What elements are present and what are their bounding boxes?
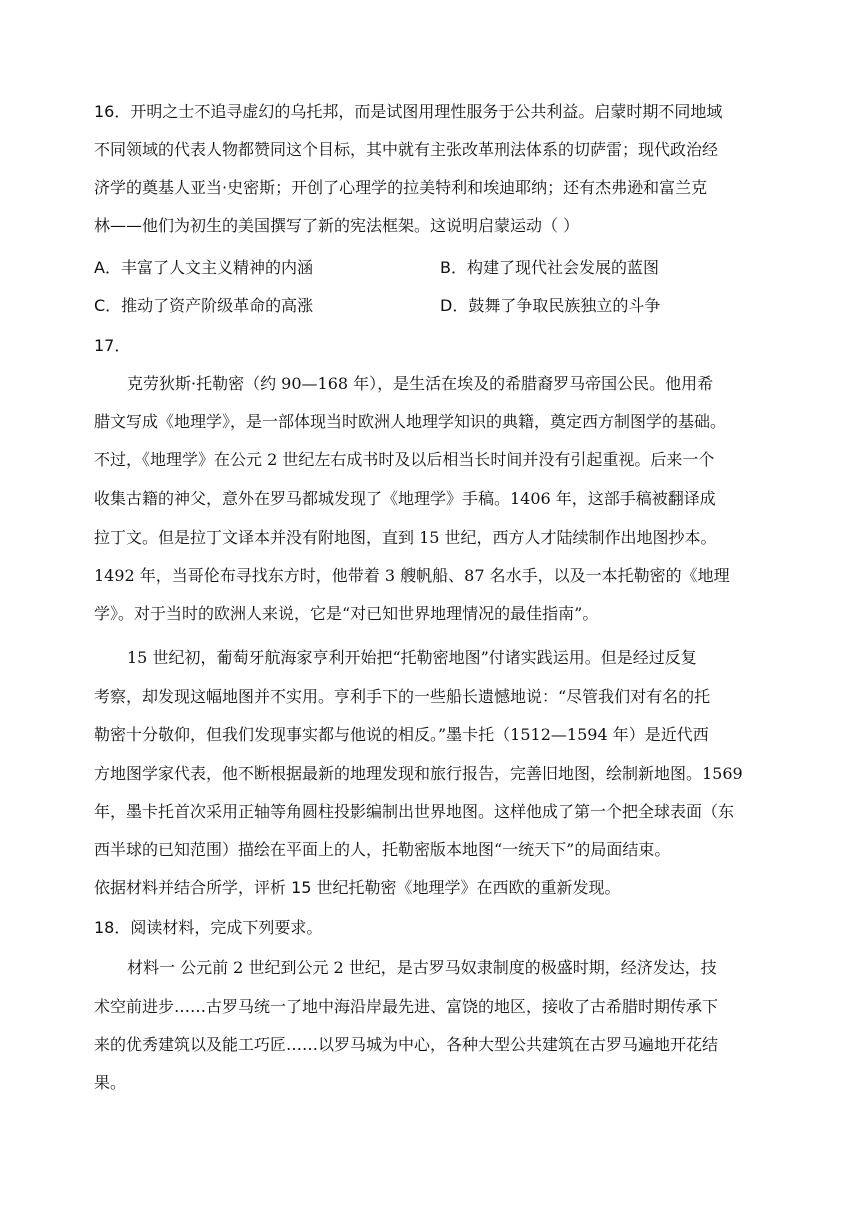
q16-stem-line: 林——他们为初生的美国撰写了新的宪法框架。这说明启蒙运动（ ） [94,216,580,235]
q17-material-line: 方地图学家代表，他不断根据最新的地理发现和旅行报告，完善旧地图，绘制新地图。1569 [94,764,743,783]
q17-material-line: 学》。对于当时的欧洲人来说，它是“对已知世界地理情况的最佳指南”。 [94,604,599,623]
q17-material-line: 西半球的已知范围）描绘在平面上的人，托勒密版本地图“一统天下”的局面结束。 [94,840,671,859]
q18-heading: 18．阅读材料，完成下列要求。 [94,918,323,937]
q16-option-d: D．鼓舞了争取民族独立的斗争 [440,296,661,315]
q18-material-line: 来的优秀建筑以及能工巧匠……以罗马城为中心，各种大型公共建筑在古罗马遍地开花结 [94,1035,719,1054]
q17-material-line: 考察，却发现这幅地图并不实用。亨利手下的一些船长遗憾地说：“尽管我们对有名的托 [94,687,711,706]
q17-material-line: 年，墨卡托首次采用正轴等角圆柱投影编制出世界地图。这样他成了第一个把全球表面（东 [94,802,735,821]
q17-material-line: 克劳狄斯·托勒密（约 90—168 年），是生活在埃及的希腊裔罗马帝国公民。他用希 [127,374,714,393]
q17-material-line: 拉丁文。但是拉丁文译本并没有附地图，直到 15 世纪，西方人才陆续制作出地图抄本。 [94,528,717,547]
q16-stem-line: 16．开明之士不追寻虚幻的乌托邦，而是试图用理性服务于公共利益。启蒙时期不同地域 [94,102,723,121]
q17-material-line: 收集古籍的神父，意外在罗马都城发现了《地理学》手稿。1406 年，这部手稿被翻译成 [94,489,716,508]
q18-material-line: 果。 [94,1073,127,1092]
q17-question: 依据材料并结合所学，评析 15 世纪托勒密《地理学》在西欧的重新发现。 [94,878,621,897]
q16-stem-line: 不同领域的代表人物都赞同这个目标，其中就有主张改革刑法体系的切萨雷；现代政治经 [94,140,719,159]
q16-option-c: C．推动了资产阶级革命的高涨 [94,296,314,315]
q18-material-line: 材料一 公元前 2 世纪到公元 2 世纪，是古罗马奴隶制度的极盛时期，经济发达，技 [127,958,717,977]
q17-material-line: 勒密十分敬仰，但我们发现事实都与他说的相反。”墨卡托（1512—1594 年）是近代西 [94,725,709,744]
q16-option-a: A．丰富了人文主义精神的内涵 [94,258,313,277]
q18-material-line: 术空前进步……古罗马统一了地中海沿岸最先进、富饶的地区，接收了古希腊时期传承下 [94,997,719,1016]
q17-material-line: 腊文写成《地理学》，是一部体现当时欧洲人地理学知识的典籍，奠定西方制图学的基础。 [94,412,727,431]
q16-option-b: B．构建了现代社会发展的蓝图 [440,258,659,277]
q17-number: 17． [94,336,131,355]
q17-material-line: 1492 年，当哥伦布寻找东方时，他带着 3 艘帆船、87 名水手，以及一本托勒密的《地理 [94,566,730,585]
q17-material-line: 15 世纪初，葡萄牙航海家亨利开始把“托勒密地图”付诸实践运用。但是经过反复 [127,648,697,667]
q17-material-line: 不过，《地理学》在公元 2 世纪左右成书时及以后相当长时间并没有引起重视。后来一个 [94,450,715,469]
q16-stem-line: 济学的奠基人亚当·史密斯；开创了心理学的拉美特利和埃迪耶纳；还有杰弗逊和富兰克 [94,178,708,197]
